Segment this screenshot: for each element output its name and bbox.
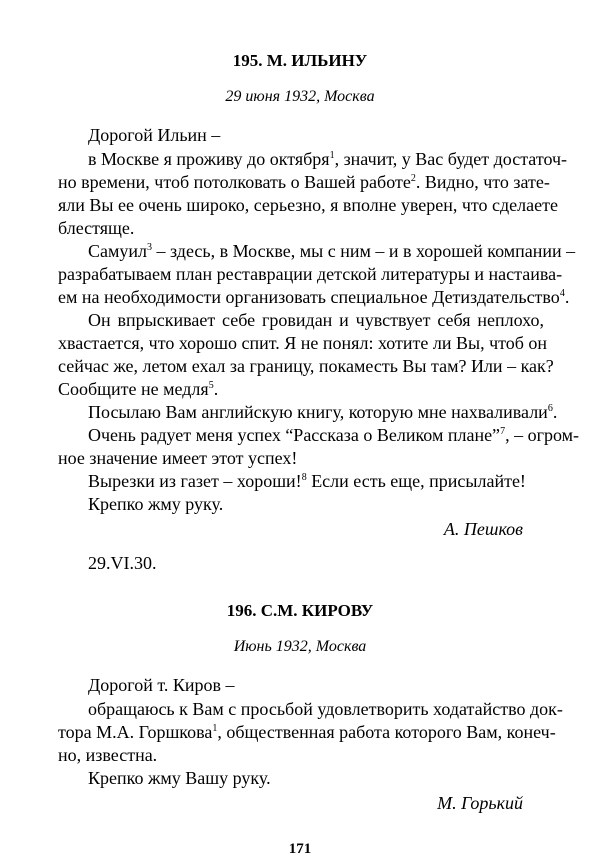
letter-196-signature: М. Горький xyxy=(437,793,523,813)
letter-195-paragraph-5-line-2: ное значение имеет этот успех! xyxy=(58,448,298,468)
letter-195-paragraph-4: Посылаю Вам английскую книгу, которую мне нахваливали$^6$. xyxy=(88,402,558,422)
letter-196-paragraph-1-line-3: но, известна. xyxy=(58,745,158,765)
letter-195-paragraph-1-line-4: блестяще. xyxy=(58,218,135,238)
letter-195-dateline: 29.VI.30. xyxy=(88,553,157,573)
letter-195-paragraph-2-line-1: Самуил$^3$ – здесь, в Москве, мы с ним – и в хорошей компании – xyxy=(88,241,576,261)
letter-196-paragraph-1-line-2: тора М.А. Горшкова$^1$, общественная работа которого Вам, конеч- xyxy=(58,722,556,742)
letter-196-date: Июнь 1932, Москва xyxy=(233,638,367,655)
letter-195-paragraph-2-line-3: ем на необходимости организовать специальное Детиздательство$^4$. xyxy=(58,287,570,307)
letter-195-paragraph-3-line-4: Сообщите не медля$^5$. xyxy=(58,379,219,399)
letter-195-paragraph-3-line-1: Он впрыскивает себе гровидан и чувствует себя неплохо, xyxy=(88,310,544,330)
letter-195-salutation: Дорогой Ильин – xyxy=(88,125,221,145)
letter-195-paragraph-3-line-2: хвастается, что хорошо спит. Я не понял: хотите ли Вы, чтоб он xyxy=(58,333,548,353)
letter-195-paragraph-2-line-2: разрабатываем план реставрации детской литературы и настаива- xyxy=(58,264,563,284)
letter-195-paragraph-1-line-2: но времени, чтоб потолковать о Вашей работе$^2$. Видно, что зате- xyxy=(58,172,550,192)
letter-195-paragraph-3-line-3: сейчас же, летом ехал за границу, покаместь Вы там? Или – как? xyxy=(58,356,554,376)
letter-195-paragraph-1-line-3: яли Вы ее очень широко, серьезно, я вполне уверен, что сделаете xyxy=(58,195,558,215)
letter-195-date: 29 июня 1932, Москва xyxy=(225,88,375,105)
letter-196-heading: 196. С.М. КИРОВУ xyxy=(226,601,374,620)
letter-195-paragraph-5-line-1: Очень радует меня успех “Рассказа о Великом плане”$^7$, – огром- xyxy=(88,425,579,445)
letter-195-paragraph-6: Вырезки из газет – хороши!$^8$ Если есть еще, присылайте! xyxy=(88,471,526,491)
letter-196-closing: Крепко жму Вашу руку. xyxy=(88,768,271,788)
letter-195-closing: Крепко жму руку. xyxy=(88,494,224,514)
letter-195-signature: А. Пешков xyxy=(443,519,523,539)
letter-196-paragraph-1-line-1: обращаюсь к Вам с просьбой удовлетворить ходатайство док- xyxy=(88,699,563,719)
page-number: 171 xyxy=(288,841,312,857)
letter-196-salutation: Дорогой т. Киров – xyxy=(88,675,235,695)
letter-195-heading: 195. М. ИЛЬИНУ xyxy=(232,51,368,70)
letter-195-paragraph-1-line-1: в Москве я проживу до октября$^1$, значит, у Вас будет достаточ- xyxy=(88,149,568,169)
